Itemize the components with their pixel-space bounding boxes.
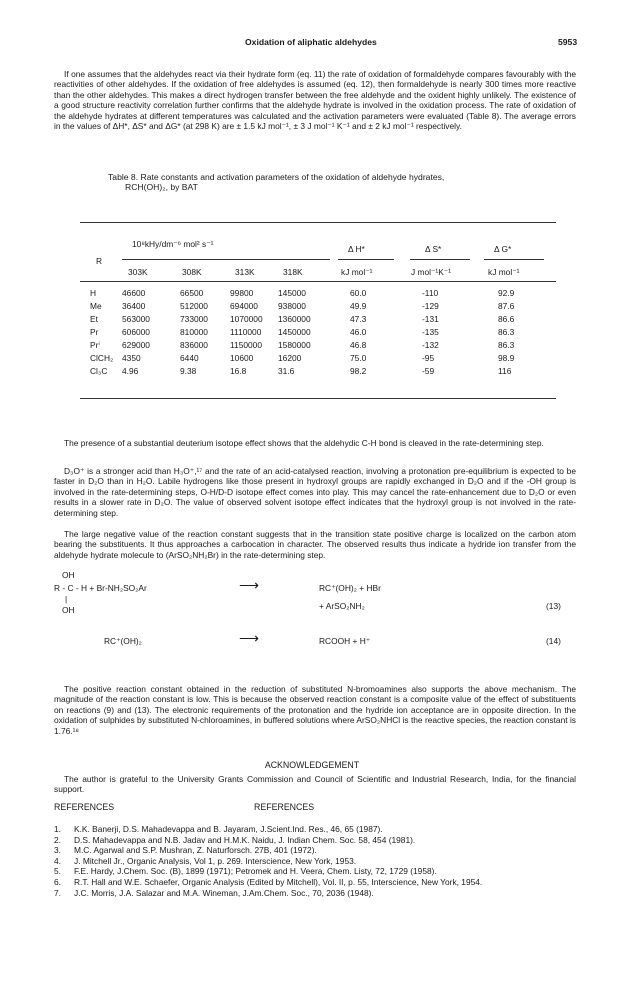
cell-ds: -135 bbox=[422, 327, 439, 337]
dg-subheader-rule bbox=[484, 259, 544, 260]
cell-k313: 694000 bbox=[230, 301, 258, 311]
cell-r: Pr bbox=[90, 327, 99, 337]
cell-k318: 1580000 bbox=[278, 340, 311, 350]
scheme-bond: | bbox=[65, 594, 68, 604]
table-caption bbox=[108, 172, 528, 193]
cell-k303: 629000 bbox=[122, 340, 150, 350]
cell-k308: 810000 bbox=[180, 327, 208, 337]
cell-r: ClCH₂ bbox=[90, 353, 114, 363]
sub-kj-mol: kJ mol⁻¹ bbox=[341, 267, 373, 277]
cell-dg: 87.6 bbox=[498, 301, 515, 311]
paragraph-hydrate-form: If one assumes that the aldehydes react via their hydrate form (eq. 11) the rate of oxidation of formaldehyde compares favourably with the reactivities of other aldehydes. If the oxidation of free aldehydes is assumed (eq. 12), then formaldehyde is nearly 300 times more reactive than the other aldehydes. This makes a direct hydrogen transfer between the free aldehyde and the oxident highly unlikely. The existence of a good structure reactivity correlation further confirms that the aldehyde hydrate is involved in the oxidation process. The rate of oxidation of the aldehyde hydrates at different temperatures was calculated and the activation parameters were evaluated (Table 8). The average errors in the values of ΔH*, ΔS* and ΔG* (at 298 K) are ± 1.5 kJ mol⁻¹, ± 3 J mol⁻¹ K⁻¹ and ± 2 kJ mol⁻¹ respectively. bbox=[54, 69, 576, 132]
ds-subheader-rule bbox=[410, 259, 470, 260]
cell-k303: 36400 bbox=[122, 301, 146, 311]
cell-k308: 6440 bbox=[180, 353, 199, 363]
table-header-rule bbox=[80, 281, 556, 282]
cell-dg: 86.6 bbox=[498, 314, 515, 324]
table-caption-line1: Table 8. Rate constants and activation parameters of the oxidation of aldehyde hydrates, bbox=[108, 172, 445, 182]
cell-r: Me bbox=[90, 301, 102, 311]
header-delta-s: Δ S* bbox=[425, 244, 442, 254]
paragraph-isotope-effect: The presence of a substantial deuterium isotope effect shows that the aldehydic C-H bond is cleaved in the rate-determining step. bbox=[64, 438, 544, 448]
equation-label-14: (14) bbox=[546, 636, 561, 646]
paragraph-d3o-acid: D₃O⁺ is a stronger acid than H₃O⁺,¹⁷ and the rate of an acid-catalysed reaction, involving a protonation pre-equilibrium is expected to be faster in D₂O than in H₂O. Labile hydrogens like those present in hydroxyl groups are rapidly exchanged in D₂O and if the -OH group is involved in the rate-determining steps, O-H/D-D isotope effect comes into play. This may cancel the rate-enhancement due to D₂O or even results in a slower rate in D₂O. The value of observed solvent isotope effect indicates that the hydroxyl group is not involved in the rate-determining step. bbox=[54, 466, 576, 518]
scheme-product-14: RCOOH + H⁺ bbox=[319, 636, 371, 646]
reference-number: 5. bbox=[54, 866, 61, 877]
arrow-13: ⟶ bbox=[239, 577, 260, 593]
reference-item bbox=[54, 888, 594, 899]
cell-k303: 563000 bbox=[122, 314, 150, 324]
table-top-rule bbox=[80, 222, 556, 223]
cell-dh: 49.9 bbox=[350, 301, 367, 311]
sub-kj-mol-2: kJ mol⁻¹ bbox=[488, 267, 520, 277]
reaction-scheme bbox=[54, 570, 574, 670]
reference-text: R.T. Hall and W.E. Schaefer, Organic Analysis (Edited by Mitchell), Vol. II, p. 55, Interscience, New York, 1954. bbox=[74, 876, 483, 887]
cell-k318: 145000 bbox=[278, 288, 306, 298]
cell-k313: 1110000 bbox=[230, 327, 262, 337]
cell-dg: 86.3 bbox=[498, 340, 515, 350]
cell-dg: 86.3 bbox=[498, 327, 515, 337]
paragraph-mechanism: The positive reaction constant obtained in the reduction of substituted N-bromoamines also supports the above mechanism. The magnitude of the reaction constant is low. This is because the observed reaction constant is a composite value of the effect of substituents on reactions (9) and (13). The electronic requirements of the protonation and the hydride ion acceptance are in opposite direction. In the oxidation of sulphides by substituted N-chloroamines, in buffered solutions where ArSO₂NHCl is the reactive species, the reaction constant is 1.76.¹⁸ bbox=[54, 684, 576, 736]
cell-k308: 836000 bbox=[180, 340, 208, 350]
cell-ds: -110 bbox=[422, 288, 439, 298]
reference-text: D.S. Mahadevappa and N.B. Jadav and H.M.K. Naidu, J. Indian Chem. Soc. 58, 454 (1981). bbox=[74, 834, 416, 845]
cell-k318: 1360000 bbox=[278, 314, 311, 324]
cell-r: Et bbox=[90, 314, 98, 324]
reference-item bbox=[54, 856, 594, 867]
cell-dh: 47.3 bbox=[350, 314, 367, 324]
references-heading-left: REFERENCES bbox=[54, 802, 115, 812]
reference-item bbox=[54, 866, 594, 877]
cell-k313: 16.8 bbox=[230, 366, 247, 376]
cell-dh: 60.0 bbox=[350, 288, 367, 298]
reference-item bbox=[54, 824, 594, 835]
cell-k318: 938000 bbox=[278, 301, 306, 311]
sub-318k: 318K bbox=[283, 267, 303, 277]
cell-ds: -95 bbox=[422, 353, 435, 363]
header-delta-g: Δ G* bbox=[494, 244, 512, 254]
reference-number: 3. bbox=[54, 845, 61, 856]
reference-item bbox=[54, 845, 594, 856]
cell-k318: 1450000 bbox=[278, 327, 311, 337]
cell-k308: 9.38 bbox=[180, 366, 197, 376]
sub-303k: 303K bbox=[128, 267, 148, 277]
cell-dh: 75.0 bbox=[350, 353, 367, 363]
reference-text: F.E. Hardy, J.Chem. Soc. (B), 1899 (1971); Petromek and H. Veera, Chem. Listy, 72, 1729 (1958). bbox=[74, 866, 437, 877]
reference-item bbox=[54, 835, 594, 846]
reference-number: 7. bbox=[54, 887, 61, 898]
table-bottom-rule bbox=[80, 398, 556, 399]
cell-dh: 46.0 bbox=[350, 327, 367, 337]
cell-k313: 1070000 bbox=[230, 314, 263, 324]
reference-number: 4. bbox=[54, 855, 61, 866]
cell-r: Prⁱ bbox=[90, 340, 100, 350]
running-title: Oxidation of aliphatic aldehydes bbox=[245, 37, 377, 47]
references-heading-right: REFERENCES bbox=[254, 802, 315, 812]
cell-ds: -59 bbox=[422, 366, 435, 376]
dh-subheader-rule bbox=[338, 259, 394, 260]
scheme-oh-bottom: OH bbox=[62, 605, 75, 615]
page-number: 5953 bbox=[558, 37, 578, 47]
reference-text: K.K. Banerji, D.S. Mahadevappa and B. Jayaram, J.Scient.Ind. Res., 46, 65 (1987). bbox=[74, 824, 383, 834]
cell-k303: 4.96 bbox=[122, 366, 139, 376]
equation-label-13: (13) bbox=[546, 601, 561, 611]
cell-ds: -132 bbox=[422, 340, 439, 350]
k-subheader-rule bbox=[122, 259, 330, 260]
cell-dg: 92.9 bbox=[498, 288, 515, 298]
reference-text: J. Mitchell Jr., Organic Analysis, Vol 1, p. 269. Interscience, New York, 1953. bbox=[74, 855, 357, 866]
reference-item bbox=[54, 877, 594, 888]
cell-k318: 31.6 bbox=[278, 366, 295, 376]
cell-ds: -129 bbox=[422, 301, 439, 311]
cell-dg: 98.9 bbox=[498, 353, 515, 363]
cell-r: Cl₃C bbox=[90, 366, 108, 376]
cell-r: H bbox=[90, 288, 97, 298]
sub-308k: 308K bbox=[182, 267, 202, 277]
cell-ds: -131 bbox=[422, 314, 439, 324]
reference-number: 6. bbox=[54, 876, 61, 887]
reference-text: M.C. Agarwal and S.P. Mushran, Z. Naturforsch. 27B, 401 (1972). bbox=[74, 845, 317, 856]
cell-k313: 99800 bbox=[230, 288, 254, 298]
scheme-product-13b: + ArSO₂NH₂ bbox=[319, 601, 365, 611]
sub-j-mol-k: J mol⁻¹K⁻¹ bbox=[411, 267, 452, 277]
cell-k303: 46600 bbox=[122, 288, 146, 298]
scheme-product-13a: RC⁺(OH)₂ + HBr bbox=[319, 583, 381, 593]
sub-313k: 313K bbox=[235, 267, 255, 277]
reference-text: J.C. Morris, J.A. Salazar and M.A. Wineman, J.Am.Chem. Soc., 70, 2036 (1948). bbox=[74, 887, 374, 898]
scheme-reactant-14: RC⁺(OH)₂ bbox=[104, 636, 142, 646]
header-delta-h: Δ H* bbox=[348, 244, 365, 254]
cell-dh: 46.8 bbox=[350, 340, 367, 350]
acknowledgement-text: The author is grateful to the University Grants Commission and Council of Scientific and Industrial Research, India, for the financial support. bbox=[54, 774, 576, 795]
cell-dh: 98.2 bbox=[350, 366, 367, 376]
reference-number: 1. bbox=[54, 824, 61, 834]
header-rate-constant: 10⁸kHy/dm⁻⁶ mol² s⁻¹ bbox=[132, 239, 214, 249]
cell-k313: 1150000 bbox=[230, 340, 262, 350]
cell-k308: 733000 bbox=[180, 314, 208, 324]
cell-k308: 512000 bbox=[180, 301, 208, 311]
rate-constants-table bbox=[80, 222, 560, 412]
scheme-reactants: R - C - H + Br-NH₂SO₂Ar bbox=[54, 583, 147, 593]
scheme-oh-top: OH bbox=[62, 570, 75, 580]
cell-k308: 66500 bbox=[180, 288, 204, 298]
paragraph-reaction-constant: The large negative value of the reaction constant suggests that in the transition state positive charge is localized on the carbon atom bearing the substituents. It thus approaches a carbocation in character. The observed results thus indicate a hydride ion transfer from the aldehyde hydrate molecule to (ArSO₂NH₂Br) in the rate-determining step. bbox=[54, 529, 576, 560]
reference-number: 2. bbox=[54, 834, 61, 845]
acknowledgement-heading: ACKNOWLEDGEMENT bbox=[264, 760, 360, 770]
reference-list bbox=[54, 824, 594, 898]
header-r: R bbox=[96, 256, 103, 266]
cell-k303: 606000 bbox=[122, 327, 150, 337]
cell-k313: 10600 bbox=[230, 353, 254, 363]
table-caption-line2: RCH(OH)₂, by BAT bbox=[125, 182, 198, 193]
cell-k318: 16200 bbox=[278, 353, 302, 363]
arrow-14: ⟶ bbox=[239, 630, 260, 646]
cell-dg: 116 bbox=[498, 366, 512, 376]
cell-k303: 4350 bbox=[122, 353, 141, 363]
